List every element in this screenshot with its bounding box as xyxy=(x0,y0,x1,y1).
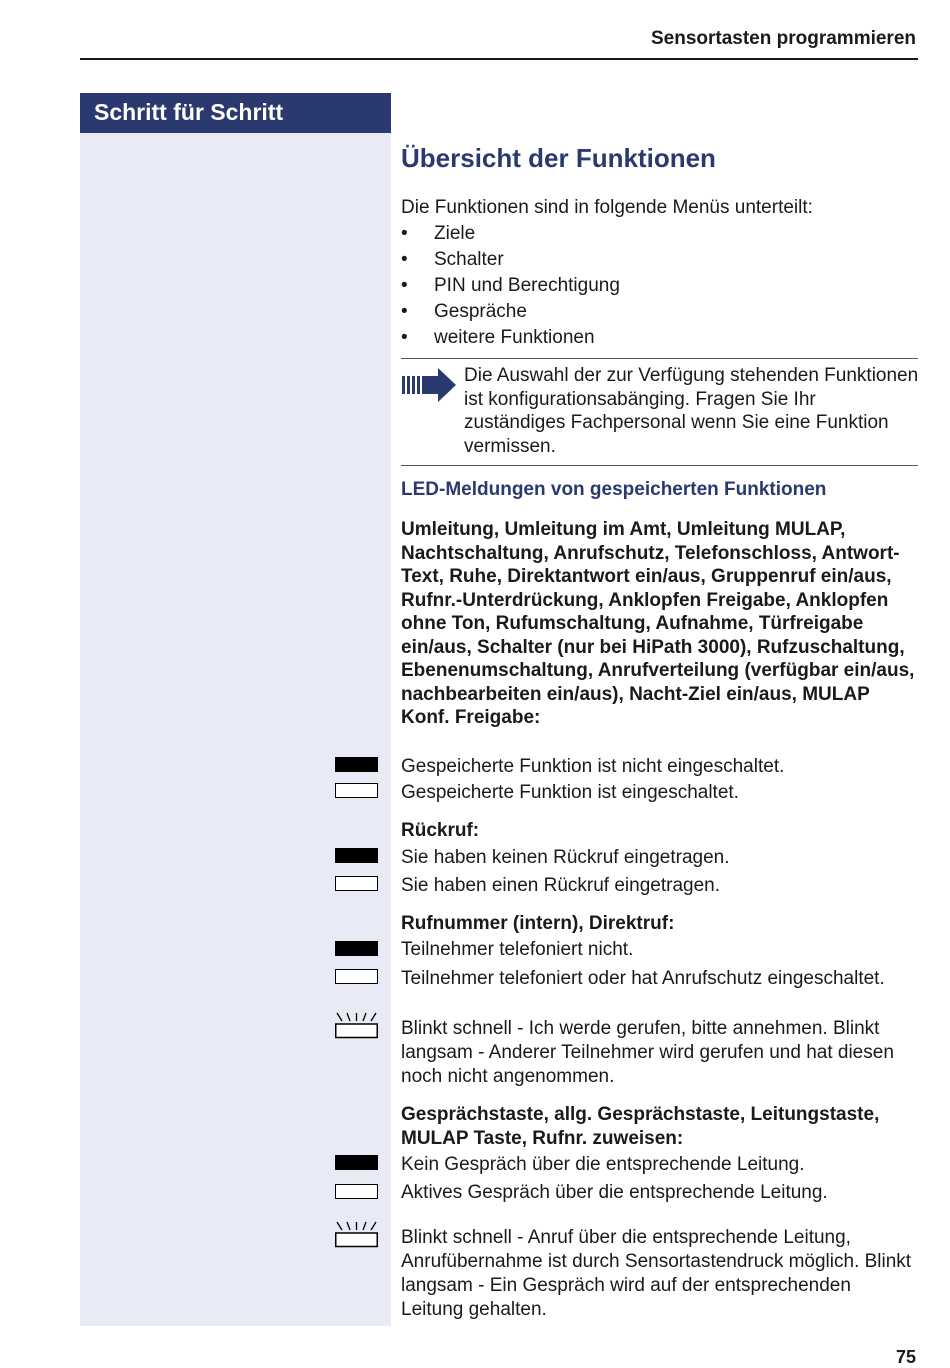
bullet-icon: • xyxy=(401,223,408,244)
led-description: Aktives Gespräch über die entsprechende Leitung. xyxy=(401,1182,828,1203)
bullet-icon: • xyxy=(401,249,408,270)
arrow-right-icon xyxy=(402,368,458,402)
led-off-icon xyxy=(335,783,378,798)
led-off-icon xyxy=(335,969,378,984)
led-description: Kein Gespräch über die entsprechende Leitung. xyxy=(401,1154,805,1175)
note-bottom-rule xyxy=(401,465,918,466)
list-item-label: weitere Funktionen xyxy=(434,327,595,348)
page-title: Übersicht der Funktionen xyxy=(401,143,716,173)
section-title: Rückruf: xyxy=(401,820,480,841)
page-number: 75 xyxy=(895,1347,916,1367)
led-off-icon xyxy=(335,876,378,891)
led-on-icon xyxy=(335,848,378,863)
led-on-icon xyxy=(335,1155,378,1170)
led-on-icon xyxy=(335,757,378,772)
led-description: Sie haben keinen Rückruf eingetragen. xyxy=(401,847,730,868)
led-description: Sie haben einen Rückruf eingetragen. xyxy=(401,875,721,896)
led-description: Gespeicherte Funktion ist eingeschaltet. xyxy=(401,782,739,803)
header-rule xyxy=(80,58,918,60)
led-off-icon xyxy=(335,1184,378,1199)
led-on-icon xyxy=(335,941,378,956)
bullet-icon: • xyxy=(401,327,408,348)
section-title: Umleitung, Umleitung im Amt, Umleitung MULAP, Nachtschaltung, Anrufschutz, Telefonschloss, Antwort-Text, Ruhe, Direktantwort ein/aus, Gruppenruf ein/aus, Rufnr.-Unterdrückung, Anklopfen Freigabe, Anklopfen ohne Ton, Rufumschaltung, Aufnahme, Türfreigabe ein/aus, Schalter (nur bei HiPath 3000), Rufzuschaltung, Ebenenumschaltung, Anrufverteilung (verfügbar ein/aus, nachbearbeiten ein/aus), Nacht-Ziel ein/aus, MULAP Konf. Freigabe: xyxy=(401,519,915,728)
list-item-label: Schalter xyxy=(434,249,504,270)
bullet-icon: • xyxy=(401,275,408,296)
led-blink-icon xyxy=(335,1220,378,1248)
led-description: Gespeicherte Funktion ist nicht eingeschaltet. xyxy=(401,756,785,777)
led-description: Blinkt schnell - Ich werde gerufen, bitte annehmen. Blinkt langsam - Anderer Teilnehmer wird gerufen und hat diesen noch nicht angenommen. xyxy=(401,1018,894,1087)
running-header: Sensortasten programmieren xyxy=(650,28,916,49)
section-title: Rufnummer (intern), Direktruf: xyxy=(401,913,675,934)
intro-text: Die Funktionen sind in folgende Menüs unterteilt: xyxy=(401,197,813,218)
list-item-label: Ziele xyxy=(434,223,476,244)
list-item-label: PIN und Berechtigung xyxy=(434,275,620,296)
note-text: Die Auswahl der zur Verfügung stehenden Funktionen ist konfigurationsabänging. Fragen Sie Ihr zuständiges Fachpersonal wenn Sie eine Funktion vermissen. xyxy=(464,365,919,457)
led-description: Teilnehmer telefoniert nicht. xyxy=(401,939,634,960)
sidebar-panel xyxy=(80,133,391,1326)
list-item-label: Gespräche xyxy=(434,301,527,322)
led-description: Teilnehmer telefoniert oder hat Anrufschutz eingeschaltet. xyxy=(401,968,885,989)
led-blink-icon xyxy=(335,1011,378,1039)
led-section-heading: LED-Meldungen von gespeicherten Funktionen xyxy=(401,479,827,500)
bullet-icon: • xyxy=(401,301,408,322)
sidebar-heading: Schritt für Schritt xyxy=(80,93,391,133)
note-top-rule xyxy=(401,358,918,359)
section-title: Gesprächstaste, allg. Gesprächstaste, Leitungstaste, MULAP Taste, Rufnr. zuweisen: xyxy=(401,1104,880,1149)
led-description: Blinkt schnell - Anruf über die entsprechende Leitung, Anrufübernahme ist durch Sensortastendruck möglich. Blinkt langsam - Ein Gespräch wird auf der entsprechenden Leitung gehalten. xyxy=(401,1227,912,1320)
